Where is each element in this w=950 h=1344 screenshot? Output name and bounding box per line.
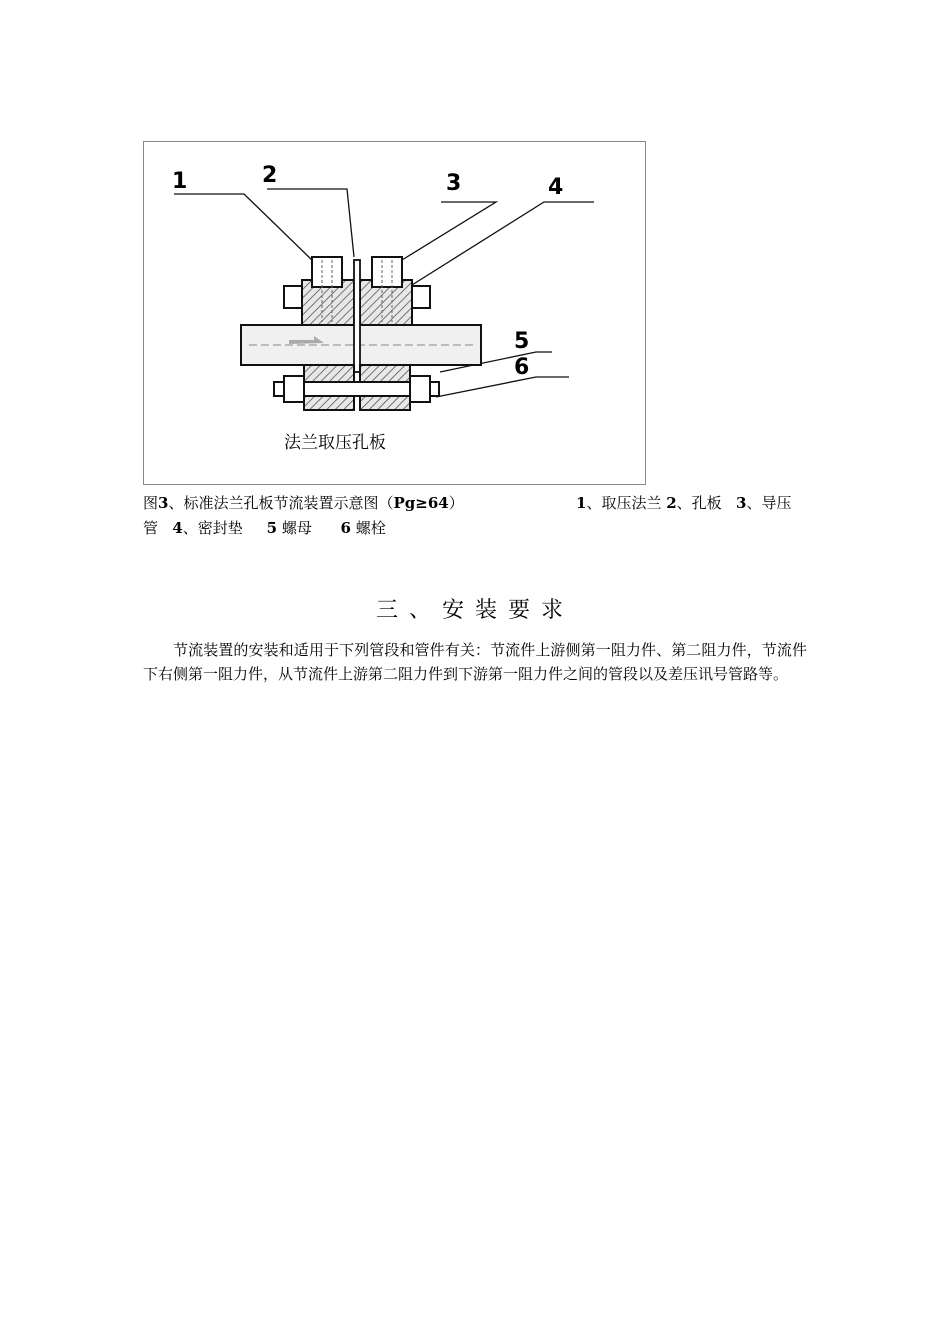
caption-line-1 bbox=[143, 491, 807, 516]
orifice-plate-figure bbox=[143, 141, 646, 485]
caption-text: 、标准法兰孔板节流装置示意图（ bbox=[168, 494, 394, 512]
orifice-plate bbox=[354, 260, 360, 372]
caption-item3-text: 、导压 bbox=[746, 494, 792, 512]
callout-2: 2 bbox=[262, 163, 278, 188]
caption-item1-num: 1 bbox=[576, 494, 587, 512]
caption-item6-num: 6 bbox=[340, 519, 351, 537]
section-paragraph: 节流装置的安装和适用于下列管段和管件有关：节流件上游侧第一阻力件、第二阻力件，节流件下右侧第一阻力件，从节流件上游第二阻力件到下游第一阻力件之间的管段以及差压讯号管路等。 bbox=[143, 641, 807, 683]
right-pressure-tap bbox=[372, 257, 402, 287]
callout-5: 5 bbox=[514, 329, 530, 354]
callout-4: 4 bbox=[548, 175, 564, 200]
caption-item3-num: 3 bbox=[736, 494, 747, 512]
upper-left-nut bbox=[284, 286, 302, 308]
caption-item5-num: 5 bbox=[266, 519, 278, 537]
caption-item6-text: 螺栓 bbox=[355, 519, 386, 537]
caption-prefix: 图 bbox=[143, 494, 159, 512]
caption-pg: Pg bbox=[393, 494, 416, 512]
callout-6: 6 bbox=[514, 355, 530, 380]
caption-line-2 bbox=[143, 516, 807, 541]
figure-caption bbox=[143, 491, 807, 541]
upper-right-nut bbox=[412, 286, 430, 308]
flange-orifice-diagram bbox=[144, 142, 647, 486]
caption-item1-text: 、取压法兰 bbox=[586, 494, 662, 512]
caption-item5-text: 螺母 bbox=[281, 519, 312, 537]
caption-line2-start: 管 bbox=[143, 519, 159, 537]
caption-close: ） bbox=[448, 494, 464, 512]
lower-right-nut bbox=[410, 376, 430, 402]
caption-pg-value: ≥64 bbox=[415, 494, 449, 512]
caption-items-right bbox=[576, 491, 791, 516]
caption-item4-num: 4 bbox=[172, 519, 183, 537]
callout-3: 3 bbox=[446, 171, 462, 196]
caption-fig-num: 3 bbox=[158, 494, 169, 512]
figure-title: 法兰取压孔板 bbox=[284, 433, 386, 453]
callout-1: 1 bbox=[172, 169, 188, 194]
lower-left-nut bbox=[284, 376, 304, 402]
caption-item4-text: 、密封垫 bbox=[182, 519, 243, 537]
section-heading: 三、安装要求 bbox=[375, 598, 574, 623]
left-pressure-tap bbox=[312, 257, 342, 287]
caption-item2-text: 、孔板 bbox=[676, 494, 722, 512]
caption-item2-num: 2 bbox=[666, 494, 677, 512]
